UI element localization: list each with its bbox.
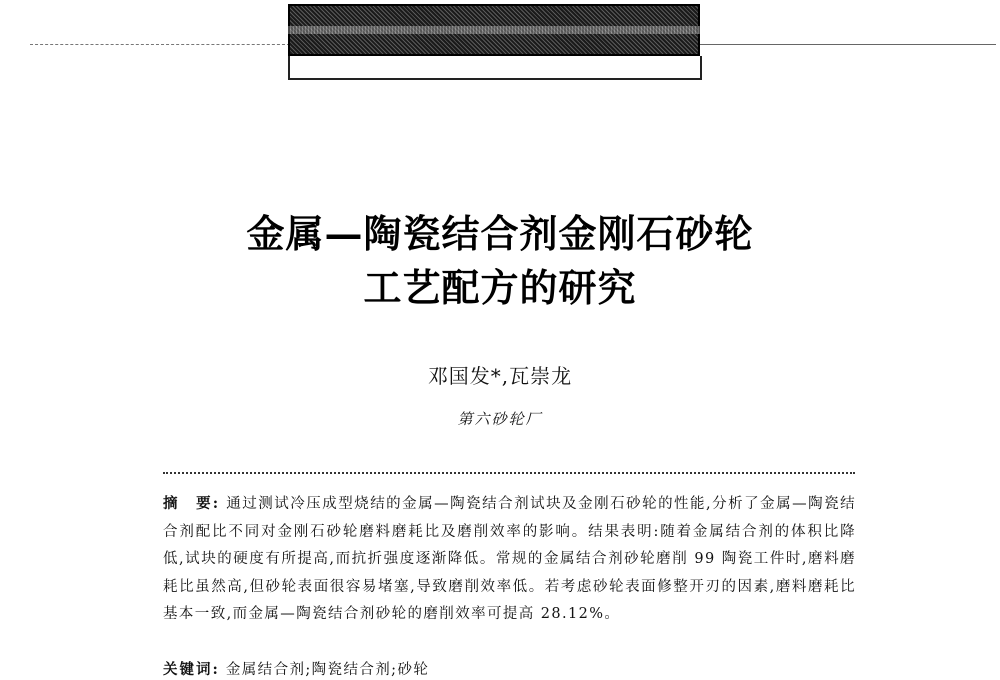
abstract-label: 摘 要:	[163, 495, 221, 512]
journal-header-banner	[288, 4, 700, 56]
abstract-text: 通过测试冷压成型烧结的金属—陶瓷结合剂试块及金刚石砂轮的性能,分析了金属—陶瓷结合剂配比不同对金刚石砂轮磨料磨耗比及磨削效率的影响。结果表明:随着金属结合剂的体积比降低,试块的硬度有所提高,而抗折强度逐渐降低。常规的金属结合剂砂轮磨削 99 陶瓷工件时,磨料磨耗比虽然高,但砂轮表面很容易堵塞,导致磨削效率低。若考虑砂轮表面修整开刃的因素,磨料磨耗比基本一致,而金属—陶瓷结合剂砂轮的磨削效率可提高 28.12%。	[163, 496, 856, 622]
header-rule-left	[30, 44, 290, 45]
paper-title-line-2: 工艺配方的研究	[363, 265, 637, 310]
header-bracket	[288, 56, 702, 80]
header-rule-right	[700, 44, 996, 45]
keywords-text: 金属结合剂;陶瓷结合剂;砂轮	[225, 662, 430, 678]
keywords	[163, 658, 856, 679]
paper-title-line-1: 金属—陶瓷结合剂金刚石砂轮	[246, 211, 754, 256]
abstract	[163, 490, 856, 629]
keywords-label: 关键词:	[163, 661, 220, 678]
section-separator	[163, 472, 855, 474]
paper-affiliation: 第六砂轮厂	[457, 410, 543, 428]
paper-authors: 邓国发*,瓦崇龙	[427, 364, 573, 388]
